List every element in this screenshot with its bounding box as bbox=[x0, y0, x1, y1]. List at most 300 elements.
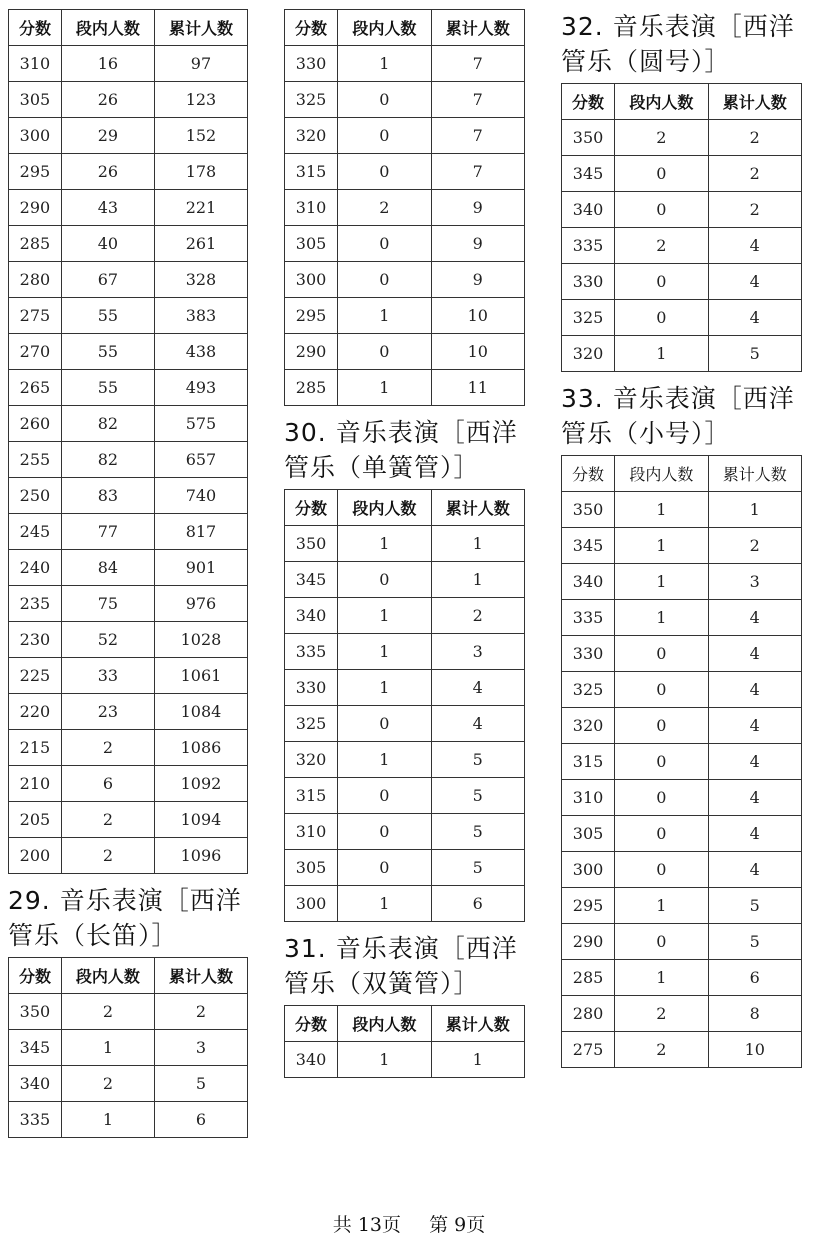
table-row bbox=[562, 120, 802, 156]
table-row bbox=[285, 82, 525, 118]
table-row bbox=[9, 118, 248, 154]
cumulative-count-cell: 4 bbox=[431, 670, 524, 706]
score-cell: 340 bbox=[285, 1042, 338, 1078]
column-header: 累计人数 bbox=[708, 84, 801, 120]
segment-count-cell: 0 bbox=[615, 300, 708, 336]
score-cell: 295 bbox=[285, 298, 338, 334]
cumulative-count-cell: 6 bbox=[431, 886, 524, 922]
table-row bbox=[562, 564, 802, 600]
cumulative-count-cell: 4 bbox=[708, 636, 801, 672]
cumulative-count-cell: 123 bbox=[154, 82, 247, 118]
segment-count-cell: 0 bbox=[338, 850, 431, 886]
score-table-30 bbox=[284, 489, 525, 922]
segment-count-cell: 2 bbox=[615, 120, 708, 156]
cumulative-count-cell: 3 bbox=[154, 1030, 247, 1066]
segment-count-cell: 1 bbox=[615, 336, 708, 372]
section-title-32: 32. 音乐表演［西洋管乐（圆号）］ bbox=[561, 12, 795, 76]
cumulative-count-cell: 4 bbox=[708, 852, 801, 888]
score-cell: 210 bbox=[9, 766, 62, 802]
cumulative-count-cell: 5 bbox=[431, 814, 524, 850]
cumulative-count-cell: 2 bbox=[154, 994, 247, 1030]
table-row bbox=[9, 694, 248, 730]
table-row bbox=[9, 154, 248, 190]
score-cell: 325 bbox=[285, 706, 338, 742]
column-header: 段内人数 bbox=[615, 456, 708, 492]
score-cell: 300 bbox=[9, 118, 62, 154]
segment-count-cell: 0 bbox=[615, 156, 708, 192]
table-row bbox=[9, 190, 248, 226]
header-row bbox=[562, 456, 802, 492]
score-cell: 310 bbox=[9, 46, 62, 82]
score-cell: 340 bbox=[562, 564, 615, 600]
cumulative-count-cell: 4 bbox=[708, 264, 801, 300]
segment-count-cell: 1 bbox=[338, 1042, 431, 1078]
table-row bbox=[562, 996, 802, 1032]
cumulative-count-cell: 1028 bbox=[154, 622, 247, 658]
table-row bbox=[9, 298, 248, 334]
score-cell: 335 bbox=[562, 600, 615, 636]
score-cell: 330 bbox=[562, 264, 615, 300]
cumulative-count-cell: 7 bbox=[431, 154, 524, 190]
column-header: 段内人数 bbox=[338, 1006, 431, 1042]
score-cell: 225 bbox=[9, 658, 62, 694]
segment-count-cell: 2 bbox=[61, 730, 154, 766]
score-cell: 350 bbox=[285, 526, 338, 562]
cumulative-count-cell: 657 bbox=[154, 442, 247, 478]
segment-count-cell: 55 bbox=[61, 370, 154, 406]
score-cell: 220 bbox=[9, 694, 62, 730]
score-cell: 315 bbox=[285, 778, 338, 814]
segment-count-cell: 26 bbox=[61, 82, 154, 118]
score-cell: 305 bbox=[562, 816, 615, 852]
score-cell: 285 bbox=[562, 960, 615, 996]
score-table-29 bbox=[8, 957, 248, 1138]
segment-count-cell: 29 bbox=[61, 118, 154, 154]
score-cell: 300 bbox=[562, 852, 615, 888]
score-cell: 320 bbox=[285, 118, 338, 154]
header-row bbox=[285, 10, 525, 46]
segment-count-cell: 55 bbox=[61, 334, 154, 370]
cumulative-count-cell: 6 bbox=[708, 960, 801, 996]
cumulative-count-cell: 1 bbox=[431, 562, 524, 598]
segment-count-cell: 0 bbox=[338, 118, 431, 154]
table-row bbox=[9, 1066, 248, 1102]
segment-count-cell: 2 bbox=[615, 228, 708, 264]
column-header: 累计人数 bbox=[154, 10, 247, 46]
segment-count-cell: 1 bbox=[615, 528, 708, 564]
cumulative-count-cell: 5 bbox=[431, 850, 524, 886]
segment-count-cell: 33 bbox=[61, 658, 154, 694]
cumulative-count-cell: 976 bbox=[154, 586, 247, 622]
cumulative-count-cell: 383 bbox=[154, 298, 247, 334]
table-row bbox=[285, 526, 525, 562]
header-row bbox=[9, 958, 248, 994]
cumulative-count-cell: 7 bbox=[431, 82, 524, 118]
score-cell: 290 bbox=[9, 190, 62, 226]
table-row bbox=[9, 1030, 248, 1066]
score-cell: 325 bbox=[562, 672, 615, 708]
segment-count-cell: 16 bbox=[61, 46, 154, 82]
segment-count-cell: 1 bbox=[338, 634, 431, 670]
table-row bbox=[285, 118, 525, 154]
segment-count-cell: 0 bbox=[615, 264, 708, 300]
score-cell: 250 bbox=[9, 478, 62, 514]
segment-count-cell: 1 bbox=[615, 492, 708, 528]
cumulative-count-cell: 575 bbox=[154, 406, 247, 442]
segment-count-cell: 1 bbox=[615, 960, 708, 996]
segment-count-cell: 2 bbox=[615, 996, 708, 1032]
table-row bbox=[9, 586, 248, 622]
segment-count-cell: 1 bbox=[338, 670, 431, 706]
table-row bbox=[562, 924, 802, 960]
column-header: 分数 bbox=[285, 10, 338, 46]
table-row bbox=[9, 766, 248, 802]
cumulative-count-cell: 2 bbox=[708, 120, 801, 156]
page-footer bbox=[0, 1210, 818, 1237]
table-row bbox=[9, 82, 248, 118]
segment-count-cell: 2 bbox=[61, 838, 154, 874]
score-cell: 280 bbox=[562, 996, 615, 1032]
header-row bbox=[285, 490, 525, 526]
cumulative-count-cell: 2 bbox=[708, 528, 801, 564]
score-cell: 230 bbox=[9, 622, 62, 658]
score-cell: 255 bbox=[9, 442, 62, 478]
section-title-31: 31. 音乐表演［西洋管乐（双簧管）］ bbox=[284, 934, 518, 998]
cumulative-count-cell: 4 bbox=[708, 300, 801, 336]
cumulative-count-cell: 9 bbox=[431, 226, 524, 262]
score-cell: 300 bbox=[285, 886, 338, 922]
score-cell: 345 bbox=[562, 156, 615, 192]
table-row bbox=[562, 636, 802, 672]
table-row bbox=[9, 550, 248, 586]
column-header: 分数 bbox=[9, 958, 62, 994]
table-row bbox=[285, 190, 525, 226]
score-cell: 245 bbox=[9, 514, 62, 550]
cumulative-count-cell: 4 bbox=[708, 780, 801, 816]
table-row bbox=[9, 658, 248, 694]
segment-count-cell: 0 bbox=[338, 562, 431, 598]
table-row bbox=[285, 370, 525, 406]
table-row bbox=[285, 886, 525, 922]
segment-count-cell: 0 bbox=[615, 636, 708, 672]
score-cell: 325 bbox=[285, 82, 338, 118]
table-row bbox=[9, 838, 248, 874]
cumulative-count-cell: 5 bbox=[154, 1066, 247, 1102]
score-cell: 285 bbox=[285, 370, 338, 406]
cumulative-count-cell: 221 bbox=[154, 190, 247, 226]
table-row bbox=[562, 960, 802, 996]
score-cell: 310 bbox=[285, 190, 338, 226]
score-cell: 315 bbox=[285, 154, 338, 190]
cumulative-count-cell: 152 bbox=[154, 118, 247, 154]
score-table-continued-b bbox=[284, 9, 525, 406]
cumulative-count-cell: 1092 bbox=[154, 766, 247, 802]
score-cell: 330 bbox=[562, 636, 615, 672]
cumulative-count-cell: 1086 bbox=[154, 730, 247, 766]
score-cell: 265 bbox=[9, 370, 62, 406]
table-row bbox=[285, 226, 525, 262]
segment-count-cell: 40 bbox=[61, 226, 154, 262]
cumulative-count-cell: 2 bbox=[431, 598, 524, 634]
segment-count-cell: 23 bbox=[61, 694, 154, 730]
cumulative-count-cell: 7 bbox=[431, 118, 524, 154]
cumulative-count-cell: 10 bbox=[431, 298, 524, 334]
cumulative-count-cell: 5 bbox=[708, 336, 801, 372]
table-row bbox=[285, 634, 525, 670]
column-header: 分数 bbox=[285, 1006, 338, 1042]
score-cell: 330 bbox=[285, 670, 338, 706]
column-header: 累计人数 bbox=[154, 958, 247, 994]
segment-count-cell: 0 bbox=[338, 262, 431, 298]
score-cell: 295 bbox=[562, 888, 615, 924]
cumulative-count-cell: 4 bbox=[708, 600, 801, 636]
score-cell: 240 bbox=[9, 550, 62, 586]
score-cell: 285 bbox=[9, 226, 62, 262]
score-cell: 335 bbox=[562, 228, 615, 264]
cumulative-count-cell: 1 bbox=[431, 526, 524, 562]
cumulative-count-cell: 4 bbox=[431, 706, 524, 742]
cumulative-count-cell: 178 bbox=[154, 154, 247, 190]
segment-count-cell: 67 bbox=[61, 262, 154, 298]
column-header: 累计人数 bbox=[431, 490, 524, 526]
score-table-32 bbox=[561, 83, 802, 372]
header-row bbox=[562, 84, 802, 120]
table-row bbox=[562, 1032, 802, 1068]
cumulative-count-cell: 4 bbox=[708, 672, 801, 708]
segment-count-cell: 0 bbox=[338, 154, 431, 190]
score-cell: 215 bbox=[9, 730, 62, 766]
column-header: 累计人数 bbox=[431, 10, 524, 46]
cumulative-count-cell: 2 bbox=[708, 156, 801, 192]
segment-count-cell: 26 bbox=[61, 154, 154, 190]
segment-count-cell: 43 bbox=[61, 190, 154, 226]
column-middle bbox=[284, 9, 525, 1078]
cumulative-count-cell: 3 bbox=[708, 564, 801, 600]
table-row bbox=[285, 850, 525, 886]
cumulative-count-cell: 6 bbox=[154, 1102, 247, 1138]
segment-count-cell: 1 bbox=[338, 298, 431, 334]
table-row bbox=[562, 300, 802, 336]
segment-count-cell: 84 bbox=[61, 550, 154, 586]
segment-count-cell: 0 bbox=[615, 192, 708, 228]
column-header: 分数 bbox=[562, 456, 615, 492]
segment-count-cell: 1 bbox=[338, 526, 431, 562]
score-cell: 320 bbox=[285, 742, 338, 778]
table-row bbox=[285, 562, 525, 598]
table-row bbox=[9, 514, 248, 550]
section-title-33: 33. 音乐表演［西洋管乐（小号）］ bbox=[561, 384, 795, 448]
segment-count-cell: 1 bbox=[615, 600, 708, 636]
score-cell: 270 bbox=[9, 334, 62, 370]
score-cell: 325 bbox=[562, 300, 615, 336]
score-cell: 235 bbox=[9, 586, 62, 622]
table-row bbox=[562, 600, 802, 636]
segment-count-cell: 0 bbox=[615, 672, 708, 708]
table-row bbox=[562, 156, 802, 192]
column-header: 段内人数 bbox=[61, 958, 154, 994]
cumulative-count-cell: 1 bbox=[431, 1042, 524, 1078]
score-cell: 345 bbox=[9, 1030, 62, 1066]
segment-count-cell: 82 bbox=[61, 406, 154, 442]
column-header: 分数 bbox=[562, 84, 615, 120]
cumulative-count-cell: 4 bbox=[708, 816, 801, 852]
score-table-continued-a bbox=[8, 9, 248, 874]
score-cell: 310 bbox=[285, 814, 338, 850]
segment-count-cell: 1 bbox=[61, 1102, 154, 1138]
cumulative-count-cell: 817 bbox=[154, 514, 247, 550]
total-pages: 共 13页 bbox=[332, 1214, 402, 1236]
table-row bbox=[9, 802, 248, 838]
table-row bbox=[285, 262, 525, 298]
table-row bbox=[285, 706, 525, 742]
cumulative-count-cell: 261 bbox=[154, 226, 247, 262]
segment-count-cell: 2 bbox=[338, 190, 431, 226]
table-row bbox=[562, 744, 802, 780]
table-row bbox=[285, 154, 525, 190]
table-row bbox=[285, 598, 525, 634]
cumulative-count-cell: 2 bbox=[708, 192, 801, 228]
score-cell: 305 bbox=[285, 226, 338, 262]
segment-count-cell: 1 bbox=[338, 886, 431, 922]
segment-count-cell: 1 bbox=[338, 598, 431, 634]
cumulative-count-cell: 5 bbox=[431, 742, 524, 778]
table-row bbox=[562, 528, 802, 564]
cumulative-count-cell: 1061 bbox=[154, 658, 247, 694]
score-cell: 350 bbox=[9, 994, 62, 1030]
score-cell: 315 bbox=[562, 744, 615, 780]
cumulative-count-cell: 4 bbox=[708, 228, 801, 264]
score-cell: 335 bbox=[285, 634, 338, 670]
current-page: 第 9页 bbox=[429, 1214, 486, 1236]
cumulative-count-cell: 438 bbox=[154, 334, 247, 370]
segment-count-cell: 83 bbox=[61, 478, 154, 514]
section-title-30: 30. 音乐表演［西洋管乐（单簧管）］ bbox=[284, 418, 518, 482]
cumulative-count-cell: 7 bbox=[431, 46, 524, 82]
segment-count-cell: 0 bbox=[615, 816, 708, 852]
segment-count-cell: 75 bbox=[61, 586, 154, 622]
score-cell: 275 bbox=[562, 1032, 615, 1068]
segment-count-cell: 2 bbox=[61, 802, 154, 838]
column-header: 段内人数 bbox=[615, 84, 708, 120]
segment-count-cell: 0 bbox=[615, 924, 708, 960]
table-row bbox=[9, 406, 248, 442]
cumulative-count-cell: 328 bbox=[154, 262, 247, 298]
score-cell: 290 bbox=[562, 924, 615, 960]
table-row bbox=[9, 442, 248, 478]
table-row bbox=[9, 46, 248, 82]
table-row bbox=[562, 816, 802, 852]
table-row bbox=[285, 814, 525, 850]
cumulative-count-cell: 493 bbox=[154, 370, 247, 406]
cumulative-count-cell: 901 bbox=[154, 550, 247, 586]
score-cell: 310 bbox=[562, 780, 615, 816]
cumulative-count-cell: 5 bbox=[708, 924, 801, 960]
segment-count-cell: 0 bbox=[338, 226, 431, 262]
table-row bbox=[562, 708, 802, 744]
segment-count-cell: 1 bbox=[615, 888, 708, 924]
table-row bbox=[9, 994, 248, 1030]
table-row bbox=[562, 888, 802, 924]
cumulative-count-cell: 1094 bbox=[154, 802, 247, 838]
score-cell: 205 bbox=[9, 802, 62, 838]
score-table-31 bbox=[284, 1005, 525, 1078]
cumulative-count-cell: 1 bbox=[708, 492, 801, 528]
score-cell: 280 bbox=[9, 262, 62, 298]
cumulative-count-cell: 10 bbox=[708, 1032, 801, 1068]
score-cell: 340 bbox=[9, 1066, 62, 1102]
column-right bbox=[561, 9, 802, 1068]
segment-count-cell: 0 bbox=[338, 814, 431, 850]
score-cell: 275 bbox=[9, 298, 62, 334]
table-row bbox=[285, 742, 525, 778]
table-row bbox=[9, 226, 248, 262]
cumulative-count-cell: 9 bbox=[431, 262, 524, 298]
header-row bbox=[285, 1006, 525, 1042]
score-cell: 320 bbox=[562, 336, 615, 372]
cumulative-count-cell: 1084 bbox=[154, 694, 247, 730]
segment-count-cell: 0 bbox=[615, 852, 708, 888]
cumulative-count-cell: 3 bbox=[431, 634, 524, 670]
table-row bbox=[9, 262, 248, 298]
segment-count-cell: 2 bbox=[61, 994, 154, 1030]
score-cell: 290 bbox=[285, 334, 338, 370]
table-row bbox=[562, 780, 802, 816]
score-cell: 260 bbox=[9, 406, 62, 442]
score-cell: 335 bbox=[9, 1102, 62, 1138]
cumulative-count-cell: 740 bbox=[154, 478, 247, 514]
cumulative-count-cell: 11 bbox=[431, 370, 524, 406]
segment-count-cell: 6 bbox=[61, 766, 154, 802]
segment-count-cell: 0 bbox=[338, 706, 431, 742]
score-table-33 bbox=[561, 455, 802, 1068]
segment-count-cell: 0 bbox=[338, 82, 431, 118]
column-header: 累计人数 bbox=[708, 456, 801, 492]
section-title-29: 29. 音乐表演［西洋管乐（长笛）］ bbox=[8, 886, 242, 950]
segment-count-cell: 82 bbox=[61, 442, 154, 478]
table-row bbox=[562, 336, 802, 372]
score-cell: 350 bbox=[562, 492, 615, 528]
table-row bbox=[562, 672, 802, 708]
cumulative-count-cell: 5 bbox=[708, 888, 801, 924]
cumulative-count-cell: 4 bbox=[708, 744, 801, 780]
cumulative-count-cell: 8 bbox=[708, 996, 801, 1032]
segment-count-cell: 0 bbox=[615, 744, 708, 780]
table-row bbox=[9, 478, 248, 514]
segment-count-cell: 52 bbox=[61, 622, 154, 658]
table-row bbox=[9, 370, 248, 406]
table-row bbox=[9, 1102, 248, 1138]
score-cell: 300 bbox=[285, 262, 338, 298]
table-row bbox=[285, 1042, 525, 1078]
score-cell: 345 bbox=[562, 528, 615, 564]
cumulative-count-cell: 1096 bbox=[154, 838, 247, 874]
table-row bbox=[562, 192, 802, 228]
segment-count-cell: 1 bbox=[61, 1030, 154, 1066]
segment-count-cell: 55 bbox=[61, 298, 154, 334]
table-row bbox=[285, 46, 525, 82]
segment-count-cell: 2 bbox=[61, 1066, 154, 1102]
segment-count-cell: 1 bbox=[338, 46, 431, 82]
table-row bbox=[562, 852, 802, 888]
score-cell: 200 bbox=[9, 838, 62, 874]
score-cell: 340 bbox=[562, 192, 615, 228]
segment-count-cell: 1 bbox=[338, 370, 431, 406]
table-row bbox=[285, 334, 525, 370]
segment-count-cell: 1 bbox=[338, 742, 431, 778]
column-header: 累计人数 bbox=[431, 1006, 524, 1042]
cumulative-count-cell: 97 bbox=[154, 46, 247, 82]
table-row bbox=[9, 334, 248, 370]
